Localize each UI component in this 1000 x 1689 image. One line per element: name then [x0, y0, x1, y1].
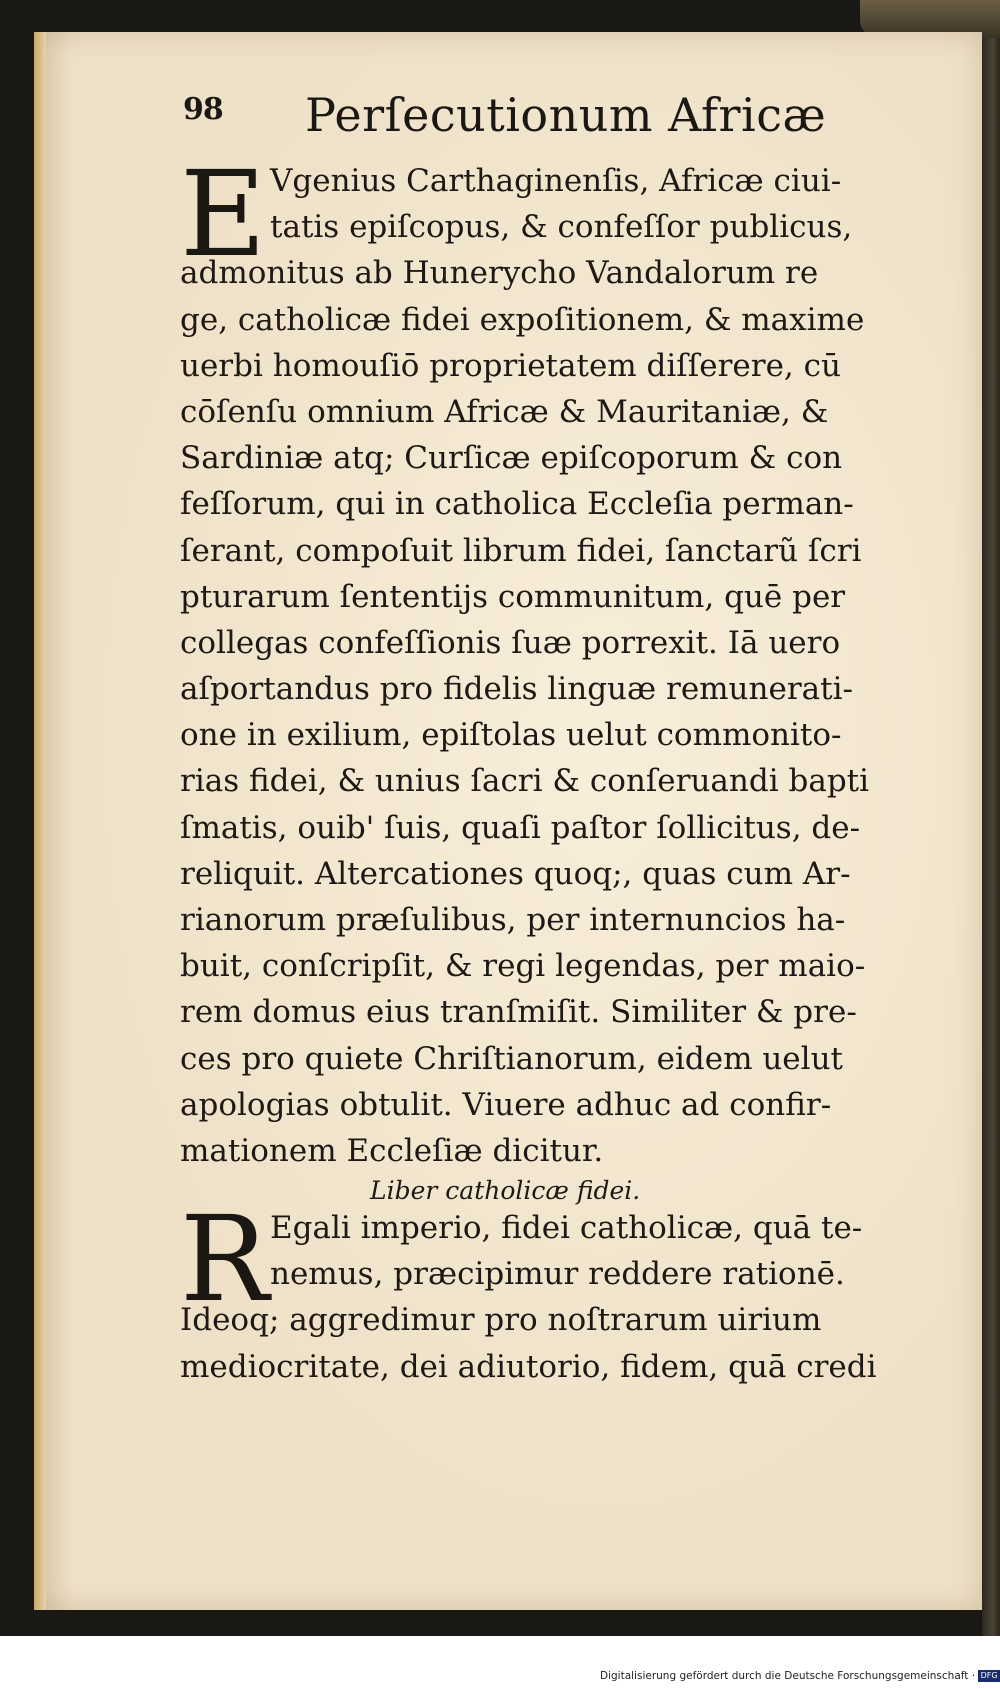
text-line: tatis epiſcopus, & confeſſor publicus,: [270, 209, 853, 246]
text-line: rem domus eius tranſmiſit. Similiter & pre-: [180, 994, 857, 1031]
section-heading: Liber catholicæ fidei.: [370, 1176, 641, 1205]
text-line: ces pro quiete Chriſtianorum, eidem uelut: [180, 1040, 843, 1077]
text-line: collegas confeſſionis ſuæ porrexit. Iā uero: [180, 624, 841, 661]
text-line: pturarum ſententijs communitum, quē per: [180, 578, 846, 615]
text-line: nemus, præcipimur reddere rationē.: [270, 1256, 845, 1293]
text-line: Vgenius Carthaginenſis, Africæ ciui-: [270, 163, 842, 199]
text-line: mationem Eccleſiæ dicitur.: [180, 1132, 604, 1169]
text-line: one in exilium, epiſtolas uelut commonito-: [180, 717, 842, 754]
text-line: Egali imperio, fidei catholicæ, quā te-: [270, 1210, 863, 1246]
text-line: ge, catholicæ fidei expoſitionem, & maxime: [180, 301, 865, 338]
text-line: rias fidei, & unius ſacri & conſeruandi bapti: [180, 763, 870, 800]
drop-cap-r: R: [180, 1190, 269, 1328]
text-line: Ideoq; aggredimur pro noſtrarum uirium: [180, 1302, 822, 1339]
text-line: Sardiniæ atq; Curſicæ epiſcoporum & con: [180, 440, 843, 477]
page-gutter: [34, 32, 46, 1610]
binding-board: [982, 0, 1000, 1636]
text-line: ſerant, compoſuit librum fidei, ſanctarũ ſcri: [180, 532, 862, 569]
text-line: rianorum præſulibus, per internuncios ha-: [180, 902, 846, 938]
dfg-logo-icon: DFG: [978, 1670, 1000, 1682]
text-line: ſmatis, ouib' ſuis, quaſi paſtor ſollicitus, de-: [180, 809, 861, 846]
text-line: feſſorum, qui in catholica Eccleſia perman-: [180, 486, 854, 523]
text-line: aſportandus pro fidelis linguæ remunerati-: [180, 671, 853, 708]
text-line: reliquit. Altercationes quoq;, quas cum Ar-: [180, 855, 851, 892]
text-line: cōſenſu omnium Africæ & Mauritaniæ, &: [180, 393, 829, 430]
text-line: apologias obtulit. Viuere adhuc ad confir-: [180, 1086, 832, 1123]
page-number: 98: [183, 92, 223, 127]
running-head: Perſecutionum Africæ: [305, 88, 827, 142]
paragraph-eugenius: [180, 145, 935, 1174]
drop-cap-e: E: [180, 145, 267, 283]
digitization-credit: Digitalisierung gefördert durch die Deutsche Forschungsgemeinschaft · DFG: [600, 1670, 1000, 1682]
credit-text: Digitalisierung gefördert durch die Deutsche Forschungsgemeinschaft: [600, 1670, 969, 1682]
text-line: mediocritate, dei adiutorio, fidem, quā credi: [180, 1348, 877, 1385]
text-line: admonitus ab Hunerycho Vandalorum re: [180, 255, 819, 292]
text-line: buit, conſcripſit, & regi legendas, per maio-: [180, 948, 866, 985]
text-line: uerbi homouſiō proprietatem diſſerere, cū: [180, 347, 841, 384]
